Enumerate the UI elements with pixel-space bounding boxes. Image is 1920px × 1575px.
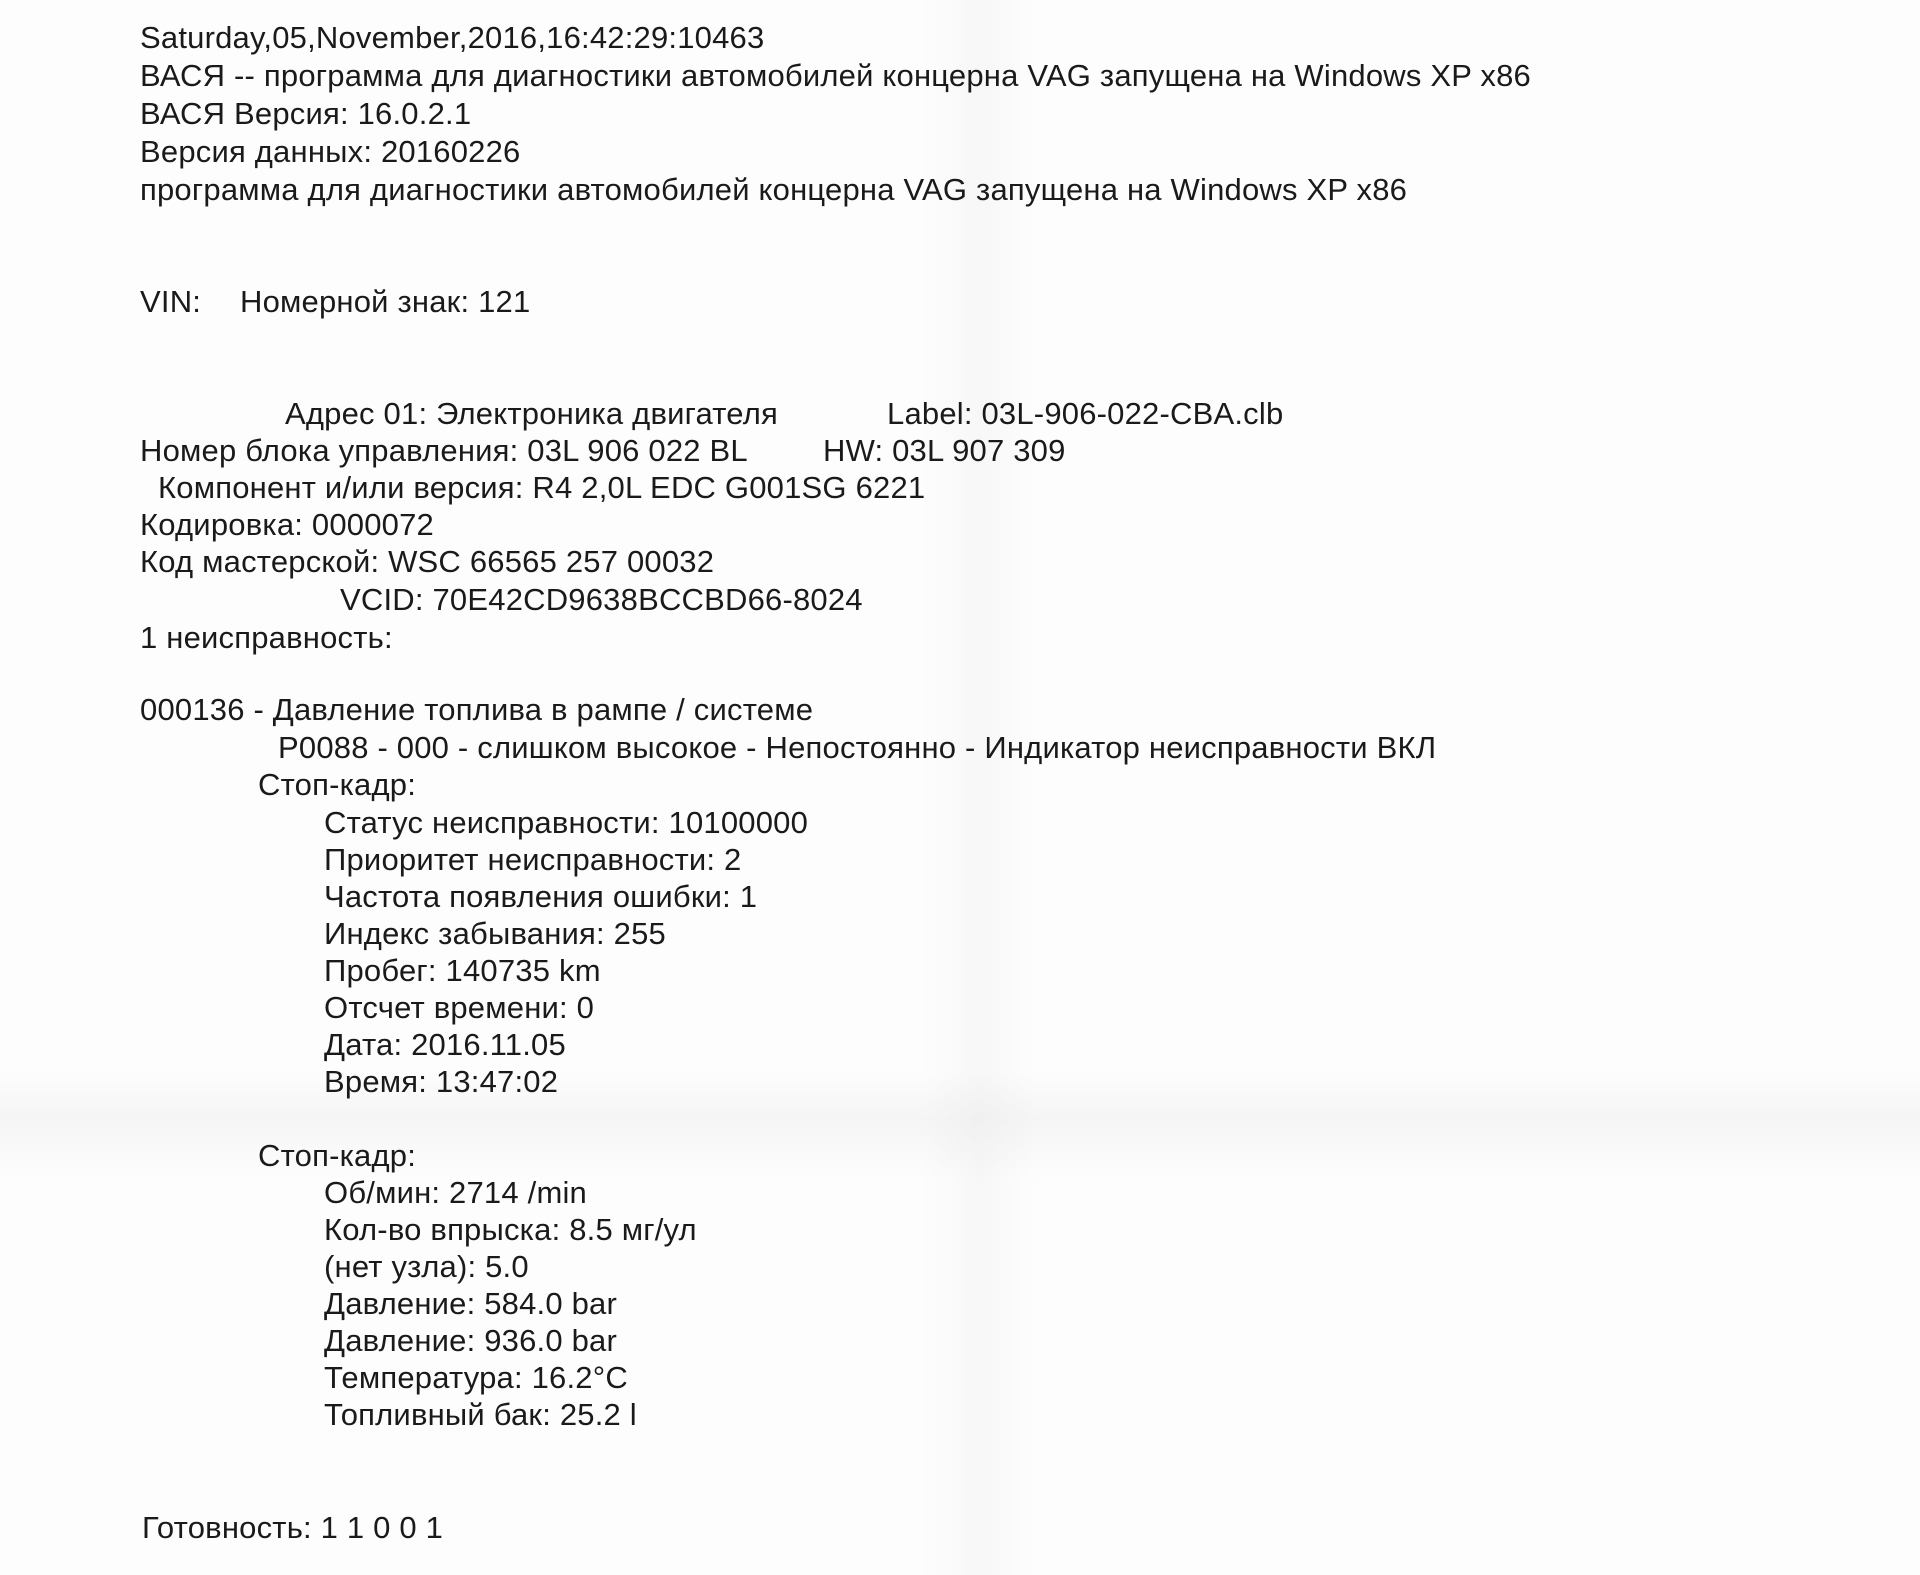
label-file: Label: 03L-906-022-CBA.clb <box>887 396 1284 431</box>
program-description: ВАСЯ -- программа для диагностики автомобилей концерна VAG запущена на Windows XP x86 <box>140 58 1531 93</box>
ff1-time-counter: Отсчет времени: 0 <box>324 990 595 1025</box>
ff1-mileage: Пробег: 140735 km <box>324 953 601 988</box>
ff1-fault-status: Статус неисправности: 10100000 <box>324 805 809 840</box>
component-version: Компонент и/или версия: R4 2,0L EDC G001SG 6221 <box>158 470 926 505</box>
data-version: Версия данных: 20160226 <box>140 134 521 169</box>
fault-detail: P0088 - 000 - слишком высокое - Непостоянно - Индикатор неисправности ВКЛ <box>278 730 1437 765</box>
ff1-fault-priority: Приоритет неисправности: 2 <box>324 842 742 877</box>
workshop-code: Код мастерской: WSC 66565 257 00032 <box>140 544 715 579</box>
ff2-pressure-2: Давление: 936.0 bar <box>324 1323 618 1358</box>
ff1-forget-index: Индекс забывания: 255 <box>324 916 666 951</box>
ff2-rpm: Об/мин: 2714 /min <box>324 1175 587 1210</box>
coding: Кодировка: 0000072 <box>140 507 434 542</box>
ff2-no-node: (нет узла): 5.0 <box>324 1249 529 1284</box>
ff1-fault-frequency: Частота появления ошибки: 1 <box>324 879 758 914</box>
control-unit-number: Номер блока управления: 03L 906 022 BL <box>140 433 748 468</box>
report-timestamp: Saturday,05,November,2016,16:42:29:10463 <box>140 20 765 55</box>
ff2-pressure-1: Давление: 584.0 bar <box>324 1286 618 1321</box>
vcid: VCID: 70E42CD9638BCCBD66-8024 <box>340 582 863 617</box>
ff1-time: Время: 13:47:02 <box>324 1064 559 1099</box>
license-plate: Номерной знак: 121 <box>240 284 531 319</box>
hardware-number: HW: 03L 907 309 <box>823 433 1066 468</box>
vin-label: VIN: <box>140 284 202 319</box>
module-address: Адрес 01: Электроника двигателя <box>285 396 778 431</box>
ff2-injection-quantity: Кол-во впрыска: 8.5 мг/ул <box>324 1212 697 1247</box>
freeze-frame-1-title: Стоп-кадр: <box>258 767 417 802</box>
readiness: Готовность: 1 1 0 0 1 <box>142 1510 444 1545</box>
ff2-temperature: Температура: 16.2°C <box>324 1360 628 1395</box>
freeze-frame-2-title: Стоп-кадр: <box>258 1138 417 1173</box>
fault-code-line: 000136 - Давление топлива в рампе / системе <box>140 692 814 727</box>
program-description-2: программа для диагностики автомобилей концерна VAG запущена на Windows XP x86 <box>140 172 1408 207</box>
ff2-fuel-tank: Топливный бак: 25.2 l <box>324 1397 637 1432</box>
ff1-date: Дата: 2016.11.05 <box>324 1027 566 1062</box>
fault-count: 1 неисправность: <box>140 620 393 655</box>
program-version: ВАСЯ Версия: 16.0.2.1 <box>140 96 472 131</box>
